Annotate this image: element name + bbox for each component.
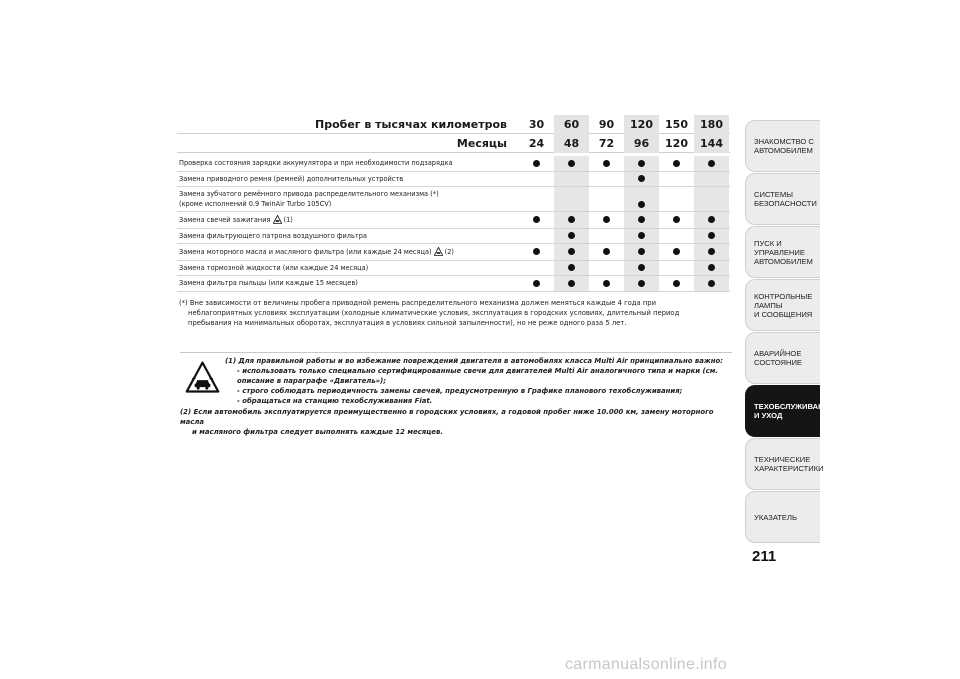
row-label [177, 244, 519, 260]
row-label-text: Проверка состояния зарядки аккумулятора и при необходимости подзарядка [179, 159, 453, 167]
schedule-cell [589, 244, 624, 260]
row-label-text: Замена моторного масла и масляного фильтра (или каждые 24 месяца) [179, 248, 432, 256]
schedule-cell [624, 276, 659, 291]
scheduled-dot-icon [533, 160, 540, 167]
row-label [177, 187, 519, 211]
table-row [177, 261, 730, 277]
km-header-label: Пробег в тысячах километров [315, 117, 507, 131]
km-header-cell: 150 [665, 117, 688, 131]
scheduled-dot-icon [568, 216, 575, 223]
section-tab-label: ТЕХНИЧЕСКИЕ ХАРАКТЕРИСТИКИ [754, 455, 824, 473]
scheduled-dot-icon [603, 248, 610, 255]
table-row [177, 244, 730, 261]
row-label-text: Замена зубчатого ремённого привода распределительного механизма (*) [179, 190, 439, 198]
scheduled-dot-icon [638, 175, 645, 182]
schedule-cell [624, 261, 659, 276]
month-header-cell: 72 [598, 136, 615, 150]
row-label [177, 172, 519, 187]
scheduled-dot-icon [603, 160, 610, 167]
section-tab[interactable] [745, 279, 820, 331]
schedule-cell [624, 244, 659, 260]
km-header-cell: 60 [554, 115, 589, 134]
schedule-cell [589, 229, 624, 244]
warning-note-2-text: (2) Если автомобиль эксплуатируется преимущественно в городских условиях, а годовой пробег ниже 10.000 км, замену моторного масла [180, 408, 714, 426]
schedule-cell [589, 261, 624, 276]
scheduled-dot-icon [673, 216, 680, 223]
schedule-cell [554, 261, 589, 276]
schedule-cell [624, 172, 659, 187]
schedule-cell [659, 187, 694, 211]
table-row [177, 187, 730, 212]
warning-triangle-icon [434, 247, 443, 256]
schedule-cell [589, 172, 624, 187]
schedule-cell [519, 172, 554, 187]
table-row [177, 212, 730, 229]
row-label [177, 276, 519, 291]
row-label [177, 261, 519, 276]
scheduled-dot-icon [708, 280, 715, 287]
month-header-row [177, 134, 730, 153]
schedule-cell [624, 187, 659, 211]
km-header-row [177, 115, 730, 134]
asterisk-footnote [179, 298, 729, 328]
section-tab[interactable] [745, 385, 835, 437]
section-tab[interactable] [745, 120, 820, 172]
row-label-text: Замена свечей зажигания [179, 216, 271, 224]
month-header-cell: 96 [624, 134, 659, 153]
section-tab-label: ЗНАКОМСТВО С АВТОМОБИЛЕМ [754, 137, 814, 155]
table-row [177, 156, 730, 172]
scheduled-dot-icon [638, 280, 645, 287]
section-tab[interactable] [745, 491, 820, 543]
schedule-cell [659, 172, 694, 187]
schedule-cell [694, 261, 729, 276]
warning-triangle-icon [273, 215, 282, 224]
schedule-cell [624, 229, 659, 244]
schedule-cell [659, 156, 694, 171]
car-warning-triangle-icon [185, 360, 220, 395]
schedule-cell [659, 229, 694, 244]
warning-bullet: - строго соблюдать периодичность замены свечей, предусмотренную в Графике планового техобслуживания; [237, 387, 683, 395]
maintenance-schedule-table [177, 115, 730, 292]
row-label-text: Замена фильтрующего патрона воздушного фильтра [179, 231, 367, 240]
schedule-cell [554, 276, 589, 291]
row-label-text: Замена фильтра пыльцы (или каждые 15 месяцев) [179, 279, 358, 287]
schedule-cell [624, 156, 659, 171]
scheduled-dot-icon [638, 264, 645, 271]
scheduled-dot-icon [568, 264, 575, 271]
row-label-text: Замена приводного ремня (ремней) дополнительных устройств [179, 174, 404, 183]
schedule-cell [694, 156, 729, 171]
schedule-cell [519, 276, 554, 291]
warning-note-2 [180, 407, 732, 437]
scheduled-dot-icon [638, 216, 645, 223]
table-row [177, 276, 730, 292]
month-header-cell: 24 [528, 136, 545, 150]
schedule-cell [519, 156, 554, 171]
schedule-cell [694, 229, 729, 244]
row-label [177, 229, 519, 244]
scheduled-dot-icon [673, 248, 680, 255]
schedule-cell [659, 244, 694, 260]
month-header-cell: 144 [694, 134, 729, 153]
schedule-cell [694, 212, 729, 228]
schedule-cell [554, 156, 589, 171]
km-header-cell: 180 [694, 115, 729, 134]
schedule-cell [694, 244, 729, 260]
section-tab-label: СИСТЕМЫ БЕЗОПАСНОСТИ [754, 190, 817, 208]
scheduled-dot-icon [603, 216, 610, 223]
row-label [177, 156, 519, 171]
schedule-cell [519, 244, 554, 260]
scheduled-dot-icon [568, 248, 575, 255]
section-tab[interactable] [745, 332, 820, 384]
schedule-cell [554, 172, 589, 187]
scheduled-dot-icon [568, 280, 575, 287]
schedule-cell [624, 212, 659, 228]
watermark: carmanualsonline.info [565, 656, 727, 673]
scheduled-dot-icon [638, 248, 645, 255]
schedule-cell [694, 276, 729, 291]
page-number: 211 [752, 548, 777, 565]
scheduled-dot-icon [708, 160, 715, 167]
month-header-cell: 120 [665, 136, 688, 150]
scheduled-dot-icon [603, 280, 610, 287]
section-tab-label: ПУСК И УПРАВЛЕНИЕ АВТОМОБИЛЕМ [754, 238, 813, 266]
warning-box [180, 352, 732, 437]
schedule-cell [589, 187, 624, 211]
scheduled-dot-icon [533, 248, 540, 255]
schedule-cell [589, 156, 624, 171]
row-label [177, 212, 519, 228]
schedule-cell [519, 212, 554, 228]
scheduled-dot-icon [708, 216, 715, 223]
scheduled-dot-icon [638, 160, 645, 167]
schedule-cell [519, 229, 554, 244]
scheduled-dot-icon [673, 280, 680, 287]
footnote-line: неблагоприятных условиях эксплуатации (холодные климатические условия, эксплуатация в городских условиях, длительный период [188, 309, 680, 317]
row-label-text: (кроме исполнений 0.9 TwinAir Turbo 105CV) [179, 199, 332, 208]
schedule-cell [554, 212, 589, 228]
schedule-cell [589, 212, 624, 228]
schedule-cell [694, 172, 729, 187]
schedule-cell [554, 187, 589, 211]
schedule-cell [694, 187, 729, 211]
warning-bullet: - использовать только специально сертифицированные свечи для двигателей Multi Air аналогичного типа и марки (см. [237, 367, 719, 375]
schedule-cell [519, 187, 554, 211]
row-label-text: Замена тормозной жидкости (или каждые 24 месяца) [179, 263, 369, 272]
schedule-cell [519, 261, 554, 276]
scheduled-dot-icon [638, 201, 645, 208]
scheduled-dot-icon [638, 232, 645, 239]
schedule-cell [589, 276, 624, 291]
warning-note-1-title: (1) Для правильной работы и во избежание повреждений двигателя в автомобилях класса Multi Air принципиально важно: [225, 357, 723, 365]
km-header-cell: 90 [598, 117, 615, 131]
row-note: (2) [444, 248, 454, 256]
footnote-line: (*) Вне зависимости от величины пробега приводной ремень распределительного механизма должен меняться каждые 4 года при [179, 299, 657, 307]
scheduled-dot-icon [533, 280, 540, 287]
section-tab-label: УКАЗАТЕЛЬ [754, 512, 797, 522]
section-tab[interactable] [745, 226, 820, 278]
scheduled-dot-icon [568, 160, 575, 167]
scheduled-dot-icon [708, 264, 715, 271]
section-tab[interactable] [745, 438, 824, 490]
section-tab-label: ТЕХОБСЛУЖИВАНИЕ И УХОД [754, 402, 835, 420]
warning-bullet: описание в параграфе «Двигатель»); [237, 377, 387, 385]
km-header-cell: 30 [528, 117, 545, 131]
section-tab[interactable] [745, 173, 820, 225]
section-tab-label: КОНТРОЛЬНЫЕ ЛАМПЫ И СООБЩЕНИЯ [754, 291, 813, 319]
schedule-cell [659, 261, 694, 276]
schedule-cell [554, 244, 589, 260]
scheduled-dot-icon [533, 216, 540, 223]
scheduled-dot-icon [708, 232, 715, 239]
section-tab-label: АВАРИЙНОЕ СОСТОЯНИЕ [754, 349, 802, 367]
footnote-line: пребывания на минимальных оборотах, эксплуатация в условиях сильной запыленности), но не реже одного раза 5 лет. [188, 319, 627, 327]
scheduled-dot-icon [673, 160, 680, 167]
month-header-cell: 48 [554, 134, 589, 153]
warning-note-1 [225, 356, 732, 406]
table-row [177, 229, 730, 245]
scheduled-dot-icon [568, 232, 575, 239]
schedule-cell [554, 229, 589, 244]
table-body [177, 156, 730, 292]
scheduled-dot-icon [708, 248, 715, 255]
schedule-cell [659, 212, 694, 228]
month-header-label: Месяцы [456, 136, 507, 150]
row-note: (1) [283, 216, 293, 224]
section-tabs [745, 120, 835, 544]
warning-bullet: - обращаться на станцию техобслуживания Fiat. [237, 397, 433, 405]
warning-note-2-text: и масляного фильтра следует выполнять каждые 12 месяцев. [192, 428, 443, 436]
schedule-cell [659, 276, 694, 291]
km-header-cell: 120 [624, 115, 659, 134]
table-row [177, 172, 730, 188]
